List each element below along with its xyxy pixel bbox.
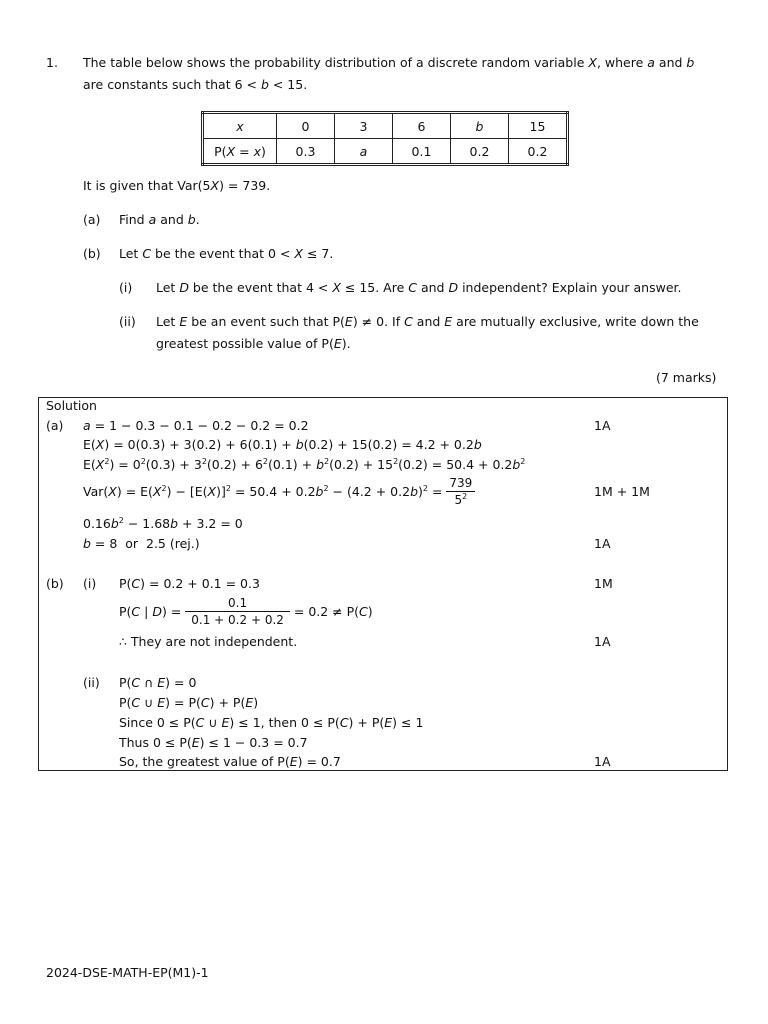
part-b-ii-label: (ii) (119, 314, 136, 329)
solution-a-line-3: $E(X^2) = 0^2(0.3) + 3^2(0.2) + 6^2(0.1) + b^2(0.2) + 15^2(0.2) = 50.4 + 0.2b^2$ (83, 457, 526, 472)
mark-label: 1M + 1M (594, 484, 650, 499)
fraction-739-over-5-squared: $\frac{739}{5^2}$ (446, 475, 475, 508)
table-row (203, 139, 568, 165)
part-b-text: Let C be the event that 0 < X ≤ 7. (119, 246, 334, 261)
table-header-x: x (203, 113, 277, 139)
solution-b-i-label: (i) (83, 576, 97, 591)
table-cell: 6 (393, 113, 451, 139)
solution-a-line-4: $Var(X) = E(X^2) - [E(X)]^2 = 50.4 + 0.2b^2 - (4.2 + 0.2b)^2$ = $\frac{739}{5^2}$ (83, 476, 475, 509)
table-cell: b (451, 113, 509, 139)
probability-distribution-table (201, 111, 569, 166)
solution-b-ii-line-1: P(C ∩ E) = 0 (119, 675, 197, 690)
part-b-i-label: (i) (119, 280, 133, 295)
table-row (203, 113, 568, 139)
solution-b-ii-line-2: P(C ∪ E) = P(C) + P(E) (119, 695, 259, 710)
table-cell: 15 (509, 113, 568, 139)
solution-a-line-2: E(X) = 0(0.3) + 3(0.2) + 6(0.1) + b(0.2) + 15(0.2) = 4.2 + 0.2b (83, 437, 482, 452)
solution-a-line-1: a = 1 − 0.3 − 0.1 − 0.2 − 0.2 = 0.2 (83, 418, 309, 433)
table-cell: a (335, 139, 393, 165)
part-b-ii-text-2: greatest possible value of P(E). (156, 336, 351, 351)
question-line-1: The table below shows the probability distribution of a discrete random variable X, where a and b (83, 55, 695, 70)
table-header-probability: P(X = x) (203, 139, 277, 165)
solution-b-i-line-2: P(C | D) = $\frac{0.1}{0.1 + 0.2 + 0.2}$ = 0.2 ≠ P(C) (119, 596, 373, 627)
table-cell: 0.1 (393, 139, 451, 165)
part-b-label: (b) (83, 246, 101, 261)
mark-label: 1A (594, 754, 611, 769)
solution-heading: Solution (46, 398, 97, 413)
question-line-2: are constants such that 6 < b < 15. (83, 77, 308, 92)
question-number: 1. (46, 55, 58, 70)
part-b-i-text: Let D be the event that 4 < X ≤ 15. Are C and D independent? Explain your answer. (156, 280, 682, 295)
solution-b-label: (b) (46, 576, 64, 591)
solution-a-line-5: $0.16b^2 - 1.68b + 3.2 = 0$ (83, 516, 243, 531)
solution-b-ii-line-4: Thus 0 ≤ P(E) ≤ 1 − 0.3 = 0.7 (119, 735, 308, 750)
table-cell: 0 (277, 113, 335, 139)
solution-b-ii-line-5: So, the greatest value of P(E) = 0.7 (119, 754, 341, 769)
table-cell: 0.2 (509, 139, 568, 165)
mark-label: 1A (594, 634, 611, 649)
part-a-text: Find a and b. (119, 212, 200, 227)
solution-a-line-6: b = 8 or 2.5 (rej.) (83, 536, 200, 551)
table-cell: 0.3 (277, 139, 335, 165)
mark-label: 1A (594, 418, 611, 433)
fraction-conditional-probability: $\frac{0.1}{0.1 + 0.2 + 0.2}$ (185, 595, 290, 628)
page-footer: 2024-DSE-MATH-EP(M1)-1 (46, 965, 209, 980)
part-b-ii-text-1: Let E be an event such that P(E) ≠ 0. If C and E are mutually exclusive, write down the (156, 314, 699, 329)
table-cell: 3 (335, 113, 393, 139)
solution-b-ii-line-3: Since 0 ≤ P(C ∪ E) ≤ 1, then 0 ≤ P(C) + P(E) ≤ 1 (119, 715, 424, 730)
mark-label: 1A (594, 536, 611, 551)
given-statement: It is given that Var(5X) = 739. (83, 178, 271, 193)
mark-label: 1M (594, 576, 613, 591)
solution-b-i-line-1: P(C) = 0.2 + 0.1 = 0.3 (119, 576, 260, 591)
part-a-label: (a) (83, 212, 101, 227)
table-cell: 0.2 (451, 139, 509, 165)
solution-b-ii-label: (ii) (83, 675, 100, 690)
marks-total: (7 marks) (656, 370, 717, 385)
solution-b-i-line-3: ∴ They are not independent. (119, 634, 298, 649)
solution-a-label: (a) (46, 418, 64, 433)
